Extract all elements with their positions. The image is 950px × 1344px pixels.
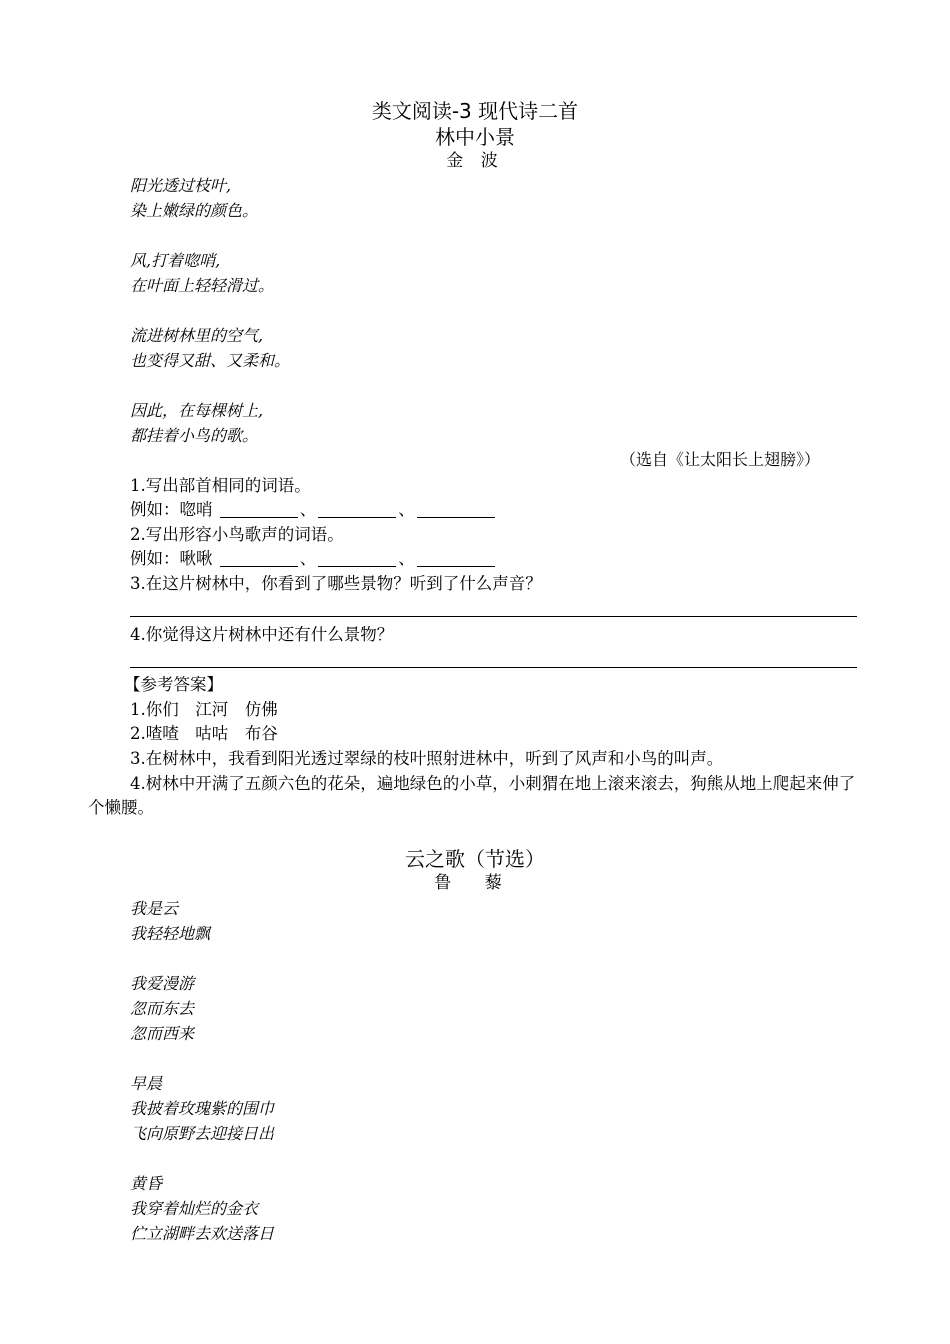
poem1-author: 金 波 xyxy=(446,151,504,171)
poem-line: 忽而西来 xyxy=(130,1024,195,1043)
poem1-stanza xyxy=(130,173,290,223)
answer-4: 4.树林中开满了五颜六色的花朵，遍地绿色的小草，小刺猬在地上滚来滚去，狗熊从地上爬起来伸了个懒腰。 xyxy=(88,774,856,817)
answer-2: 2.喳喳 咕咕 布谷 xyxy=(130,724,278,743)
poem-line: 风,打着唿哨, xyxy=(130,251,221,270)
question-4: 4.你觉得这片树林中还有什么景物？ xyxy=(130,625,394,644)
question-1: 1.写出部首相同的词语。 xyxy=(130,476,311,495)
separator: 、 xyxy=(398,500,415,519)
separator: 、 xyxy=(299,500,317,519)
answers-heading: 【参考答案】 xyxy=(124,675,223,694)
answer-1: 1.你们 江河 仿佛 xyxy=(130,700,278,719)
poem-line: 阳光透过枝叶, xyxy=(130,176,232,195)
poem-line: 黄昏 xyxy=(130,1174,163,1193)
poem2-title: 云之歌（节选） xyxy=(405,847,545,871)
answer-blank[interactable] xyxy=(318,501,396,518)
question-3: 3.在这片树林中，你看到了哪些景物？听到了什么声音？ xyxy=(130,574,542,593)
poem-line: 在叶面上轻轻滑过。 xyxy=(130,276,275,295)
poem-line: 染上嫩绿的颜色。 xyxy=(130,201,259,220)
poem2-author: 鲁 藜 xyxy=(434,873,516,893)
answer-blank[interactable] xyxy=(318,550,396,567)
document-title: 类文阅读-3 现代诗二首 xyxy=(371,99,579,123)
poem-line: 我轻轻地飘 xyxy=(130,924,211,943)
poem1-title: 林中小景 xyxy=(435,125,515,149)
poem2-stanza xyxy=(130,1171,274,1246)
poem-line: 我披着玫瑰紫的围巾 xyxy=(130,1099,275,1118)
poem-line: 早晨 xyxy=(130,1074,163,1093)
poem1-stanza xyxy=(130,248,290,298)
poem-line: 我是云 xyxy=(130,899,179,918)
question-2-answer-row xyxy=(130,547,497,571)
answer-3: 3.在树林中，我看到阳光透过翠绿的枝叶照射进林中，听到了风声和小鸟的叫声。 xyxy=(130,749,724,768)
poem1-body xyxy=(130,173,290,448)
answer-line-3[interactable] xyxy=(130,616,857,617)
poem-line: 我穿着灿烂的金衣 xyxy=(130,1199,259,1218)
poem2-stanza xyxy=(130,1071,274,1146)
poem-line: 因此，在每棵树上, xyxy=(130,401,264,420)
poem2-stanza xyxy=(130,971,274,1046)
answer-blank[interactable] xyxy=(417,550,495,567)
answer-blank[interactable] xyxy=(220,550,298,567)
poem-line: 也变得又甜、又柔和。 xyxy=(130,351,291,370)
poem2-body xyxy=(130,896,274,1246)
poem-line: 伫立湖畔去欢送落日 xyxy=(130,1224,275,1243)
poem-line: 飞向原野去迎接日出 xyxy=(130,1124,275,1143)
poem-line: 流进树林里的空气, xyxy=(130,326,264,345)
poem2-stanza xyxy=(130,896,274,946)
separator: 、 xyxy=(299,549,317,568)
poem1-source: （选自《让太阳长上翅膀》） xyxy=(620,450,821,469)
separator: 、 xyxy=(398,549,415,568)
question-1-answer-row xyxy=(130,498,497,522)
poem-line: 都挂着小鸟的歌。 xyxy=(130,426,259,445)
answer-blank[interactable] xyxy=(220,501,298,518)
poem1-stanza xyxy=(130,323,290,373)
poem-line: 我爱漫游 xyxy=(130,974,195,993)
question-2: 2.写出形容小鸟歌声的词语。 xyxy=(130,525,344,544)
question-1-example: 例如：唿哨 xyxy=(130,500,213,519)
answer-blank[interactable] xyxy=(417,501,495,518)
question-2-example: 例如：啾啾 xyxy=(130,549,213,568)
poem-line: 忽而东去 xyxy=(130,999,195,1018)
poem1-stanza xyxy=(130,398,290,448)
answer-line-4[interactable] xyxy=(130,667,857,668)
